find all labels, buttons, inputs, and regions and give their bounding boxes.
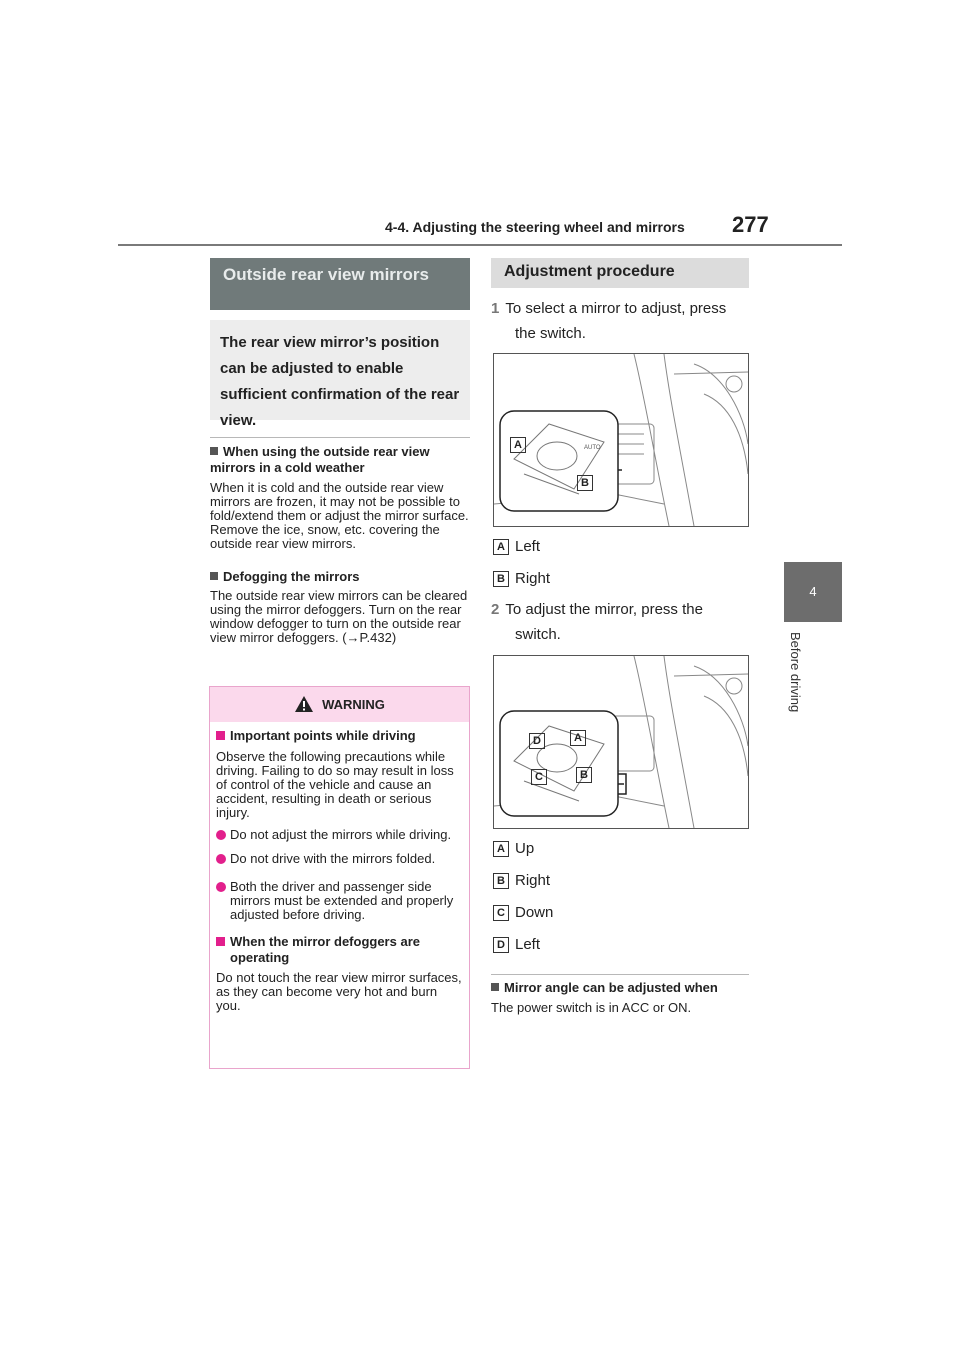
header-rule: [118, 244, 842, 246]
legend-item: B Right: [493, 872, 550, 890]
warning-header: WARNING: [210, 687, 469, 722]
figure-adjust-mirror: [493, 655, 749, 829]
warning-bullet: Do not adjust the mirrors while driving.: [216, 828, 463, 842]
chapter-tab: 4: [784, 562, 842, 622]
page-number: 277: [732, 212, 769, 237]
note-text: The power switch is in ACC or ON.: [491, 1000, 692, 1015]
intro-box: The rear view mirror’s position can be adjusted to enable sufficient confirmation of the rear view.: [210, 320, 470, 420]
running-header: 4-4. Adjusting the steering wheel and mirrors: [385, 219, 685, 235]
warning-text-defog: Do not touch the rear view mirror surfaces, as they can become very hot and burn you.: [216, 970, 462, 1013]
warning-box: [209, 686, 470, 1069]
warning-triangle-icon: [294, 691, 314, 726]
cold-weather-text: When it is cold and the outside rear view mirrors are frozen, it may not be possible to fold/extend them or adjust the mirror surface. Remove the ice, snow, etc. covering the outside rear view mirrors.: [210, 480, 469, 551]
callout-b: B: [576, 766, 598, 784]
step-1: 1 To select a mirror to adjust, press the switch.: [491, 300, 727, 342]
divider: [491, 974, 749, 975]
callout-a: A: [570, 729, 592, 747]
step-2: 2 To adjust the mirror, press the switch.: [491, 601, 703, 643]
warning-bullet: Both the driver and passenger side mirrors must be extended and properly adjusted before driving.: [216, 880, 463, 922]
svg-text:AUTO: AUTO: [584, 445, 601, 451]
warning-text-driving: Observe the following precautions while driving. Failing to do so may result in loss of control of the vehicle and cause an accident, resulting in death or serious injury.: [216, 749, 454, 820]
defog-heading: Defogging the mirrors: [210, 569, 470, 585]
chapter-label: Before driving: [788, 632, 803, 713]
section-title-adjustment: Adjustment procedure: [491, 258, 749, 288]
divider: [210, 437, 470, 438]
cold-weather-heading: When using the outside rear view mirrors in a cold weather: [210, 444, 430, 475]
warning-sub-defog: When the mirror defoggers are operating: [216, 934, 463, 966]
callout-c: C: [531, 768, 553, 786]
warning-bullet: Do not drive with the mirrors folded.: [216, 852, 463, 866]
legend-item: C Down: [493, 904, 553, 922]
callout-d: D: [529, 732, 551, 750]
legend-item: B Right: [493, 570, 550, 588]
figure-select-mirror: [493, 353, 749, 527]
mirror-switch-illustration: [494, 354, 748, 526]
legend-item: A Up: [493, 840, 534, 858]
legend-item: D Left: [493, 936, 540, 954]
callout-b: B: [577, 474, 599, 492]
warning-sub-driving: Important points while driving: [216, 728, 463, 744]
callout-a: A: [510, 436, 532, 454]
defog-text: The outside rear view mirrors can be cleared using the mirror defoggers. Turn on the rear window defogger to turn on the outside rear view mirror defoggers. (→P.432): [210, 588, 468, 645]
note-heading: Mirror angle can be adjusted when: [491, 980, 749, 996]
section-title-outside-mirrors: Outside rear view mirrors: [210, 258, 470, 310]
legend-item: A Left: [493, 538, 540, 556]
